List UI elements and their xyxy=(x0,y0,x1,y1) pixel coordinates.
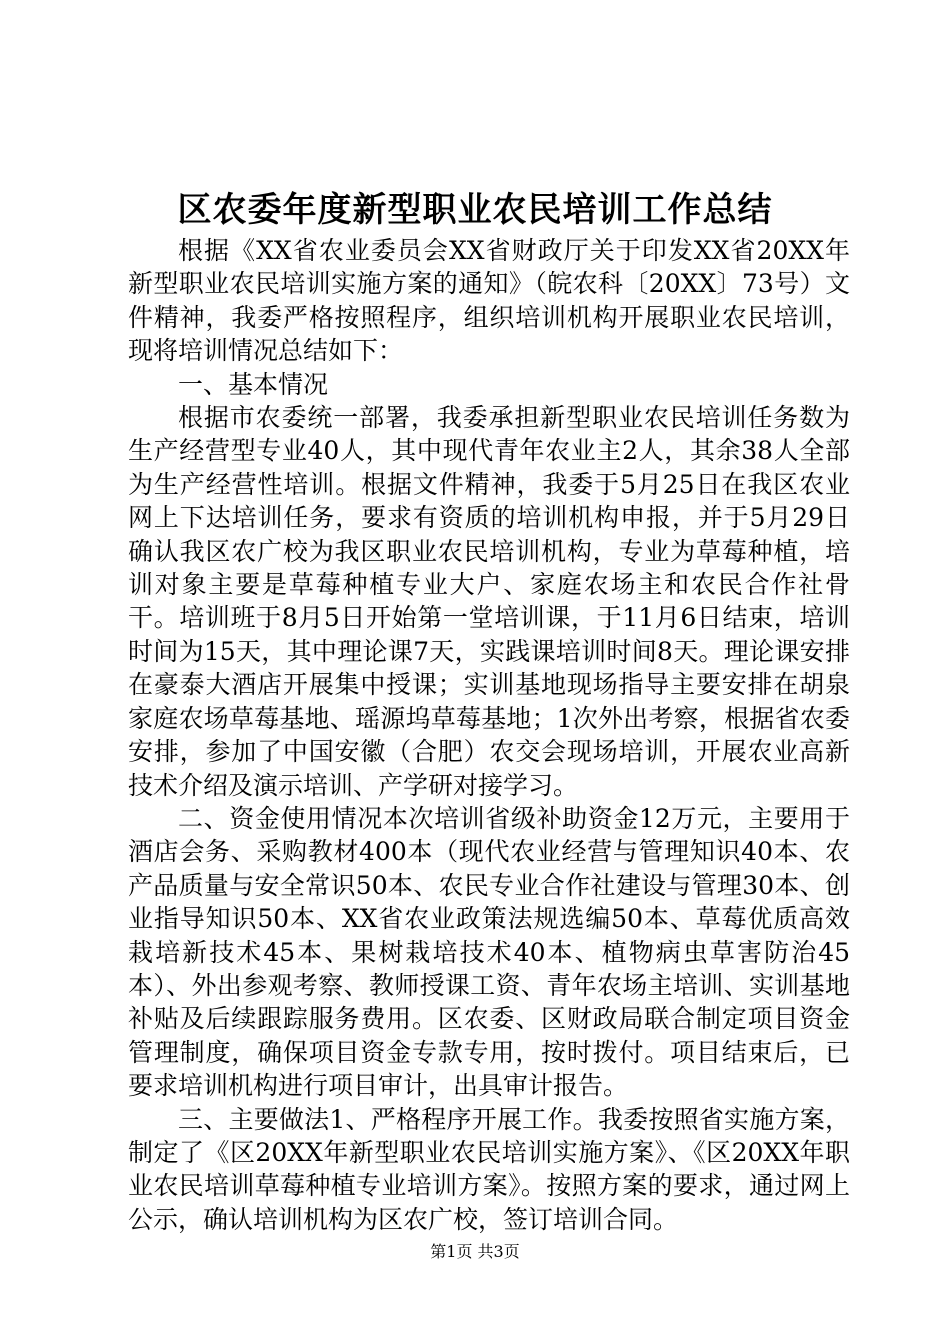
document-title: 区农委年度新型职业农民培训工作总结 xyxy=(177,190,773,230)
page-footer: 第1页 共3页 xyxy=(430,1242,520,1261)
section-heading-basic: 一、基本情况 xyxy=(178,369,329,399)
document-body xyxy=(128,234,850,1236)
paragraph-intro: 根据《XX省农业委员会XX省财政厅关于印发XX省20XX年新型职业农民培训实施方案的通知》（皖农科〔20XX〕73号）文件精神，我委严格按照程序，组织培训机构开展职业农民培训，现将培训情况总结如下： xyxy=(128,236,850,366)
paragraph-funding: 二、资金使用情况本次培训省级补助资金12万元，主要用于酒店会务、采购教材400本（现代农业经营与管理知识40本、农产品质量与安全常识50本、农民专业合作社建设与管理30本、创业指导知识50本、XX省农业政策法规选编50本、草莓优质高效栽培新技术45本、果树栽培技术40本、植物病虫草害防治45本）、外出参观考察、教师授课工资、青年农场主培训、实训基地补贴及后续跟踪服务费用。区农委、区财政局联合制定项目资金管理制度，确保项目资金专款专用，按时拨付。项目结束后，已要求培训机构进行项目审计，出具审计报告。 xyxy=(128,803,850,1101)
paragraph-basic-situation: 根据市农委统一部署，我委承担新型职业农民培训任务数为生产经营型专业40人，其中现代青年农业主2人，其余38人全部为生产经营性培训。根据文件精神，我委于5月25日在我区农业网上下达培训任务，要求有资质的培训机构申报，并于5月29日确认我区农广校为我区职业农民培训机构，专业为草莓种植，培训对象主要是草莓种植专业大户、家庭农场主和农民合作社骨干。培训班于8月5日开始第一堂培训课，于11月6日结束，培训时间为15天，其中理论课7天，实践课培训时间8天。理论课安排在豪泰大酒店开展集中授课；实训基地现场指导主要安排在胡泉家庭农场草莓基地、瑶源坞草莓基地；1次外出考察，根据省农委安排，参加了中国安徽（合肥）农交会现场培训，开展农业高新技术介绍及演示培训、产学研对接学习。 xyxy=(128,403,850,800)
paragraph-main-practices: 三、主要做法1、严格程序开展工作。我委按照省实施方案，制定了《区20XX年新型职业农民培训实施方案》、《区20XX年职业农民培训草莓种植专业培训方案》。按照方案的要求，通过网上公示，确认培训机构为区农广校，签订培训合同。 xyxy=(128,1104,850,1234)
